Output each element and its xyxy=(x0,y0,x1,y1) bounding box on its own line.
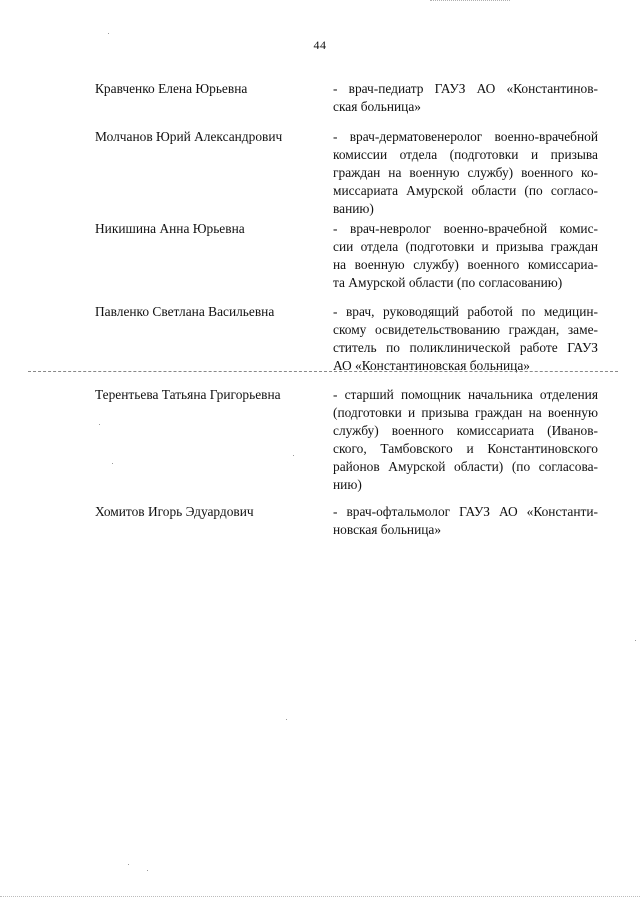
scan-speck xyxy=(147,870,148,871)
role-line: - врач-дерматовенеролог военно-врачебной xyxy=(333,129,598,144)
role-line: ского, Тамбовского и Константиновского xyxy=(333,441,598,456)
role-line: ститель по поликлинической работе ГАУЗ xyxy=(333,340,598,355)
member-name: Терентьева Татьяна Григорьевна xyxy=(95,387,281,402)
role-line: нию) xyxy=(333,477,362,492)
member-role xyxy=(333,303,598,375)
role-line: (подготовки и призыва граждан на военную xyxy=(333,405,598,420)
scan-artifact-top xyxy=(430,0,510,1)
member-name: Хомитов Игорь Эдуардович xyxy=(95,504,254,519)
role-line: службу) военного комиссариата (Иванов- xyxy=(333,423,598,438)
scan-speck xyxy=(635,640,636,641)
scan-speck xyxy=(99,424,100,425)
role-line: новская больница» xyxy=(333,522,442,537)
scan-artifact-line xyxy=(28,371,618,372)
role-line: районов Амурской области) (по согласова- xyxy=(333,459,598,474)
role-line: - врач-офтальмолог ГАУЗ АО «Константи- xyxy=(333,504,598,519)
member-role xyxy=(333,386,598,494)
page-number: 44 xyxy=(313,38,327,52)
scan-speck xyxy=(108,33,109,34)
scan-speck xyxy=(112,463,113,464)
role-line: АО «Константиновская больница» xyxy=(333,358,530,373)
scan-artifact-bottom xyxy=(0,896,640,897)
role-line: - старший помощник начальника отделения xyxy=(333,387,598,402)
role-line: миссариата Амурской области (по согласо- xyxy=(333,183,598,198)
member-name: Павленко Светлана Васильевна xyxy=(95,304,275,319)
role-line: - врач-невролог военно-врачебной комис- xyxy=(333,221,598,236)
member-role xyxy=(333,503,598,539)
member-name: Никишина Анна Юрьевна xyxy=(95,221,245,236)
member-role xyxy=(333,128,598,218)
member-role xyxy=(333,220,598,292)
role-line: скому освидетельствованию граждан, замe- xyxy=(333,322,598,337)
role-line: - врач, руководящий работой по медицин- xyxy=(333,304,598,319)
role-line: на военную службу) военного комиссариа- xyxy=(333,257,598,272)
role-line: ская больница» xyxy=(333,99,421,114)
scan-speck xyxy=(293,455,294,456)
member-role xyxy=(333,80,598,116)
role-line: та Амурской области (по согласованию) xyxy=(333,275,563,290)
role-line: граждан на военную службу) военного ко- xyxy=(333,165,598,180)
scan-speck xyxy=(286,719,287,720)
member-name: Молчанов Юрий Александрович xyxy=(95,129,283,144)
role-line: сии отдела (подготовки и призыва граждан xyxy=(333,239,598,254)
member-name: Кравченко Елена Юрьевна xyxy=(95,81,248,96)
role-line: - врач-педиатр ГАУЗ АО «Константинов- xyxy=(333,81,598,96)
role-line: комиссии отдела (подготовки и призыва xyxy=(333,147,598,162)
scan-speck xyxy=(128,864,129,865)
role-line: ванию) xyxy=(333,201,374,216)
